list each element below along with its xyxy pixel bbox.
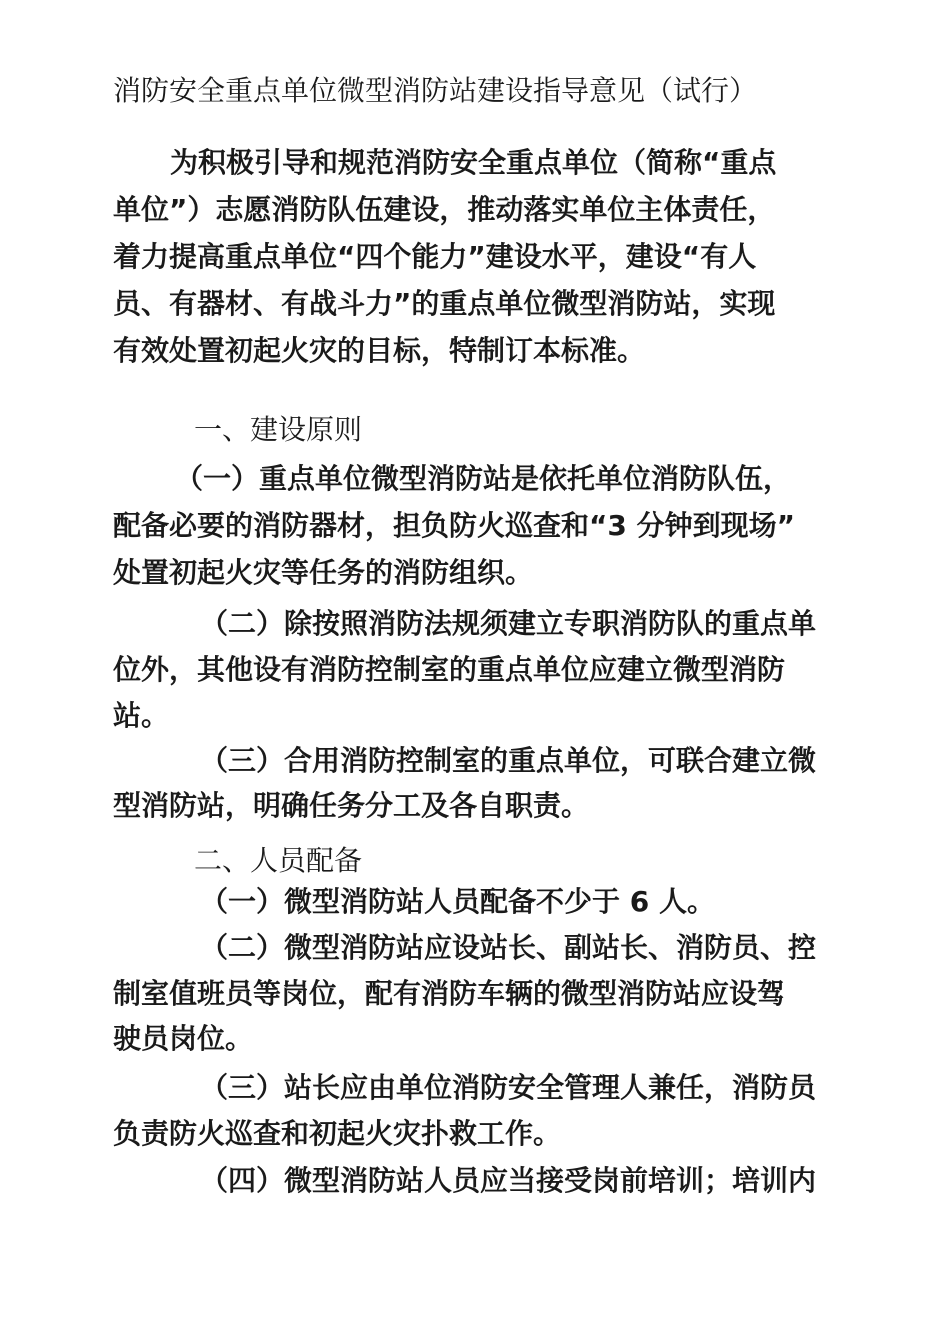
section2-item3-line-1: （三）站长应由单位消防安全管理人兼任，消防员 <box>200 1071 817 1104</box>
section2-item4-line-1: （四）微型消防站人员应当接受岗前培训；培训内 <box>200 1164 817 1197</box>
section2-item3-line-2: 负责防火巡查和初起火灾扑救工作。 <box>113 1117 562 1150</box>
section1-item1-line-2: 配备必要的消防器材，担负防火巡查和“3 分钟到现场” <box>113 509 796 542</box>
section1-item1-line-1: （一）重点单位微型消防站是依托单位消防队伍， <box>175 462 792 495</box>
intro-line-2: 单位”）志愿消防队伍建设，推动落实单位主体责任， <box>113 193 776 226</box>
section1-item2-line-2: 位外，其他设有消防控制室的重点单位应建立微型消防 <box>113 653 786 686</box>
section2-heading: 二、人员配备 <box>194 844 363 877</box>
intro-line-3: 着力提高重点单位“四个能力”建设水平，建设“有人 <box>113 240 757 273</box>
section1-item3-line-1: （三）合用消防控制室的重点单位，可联合建立微 <box>200 744 817 777</box>
section1-item2-line-1: （二）除按照消防法规须建立专职消防队的重点单 <box>200 607 817 640</box>
document-title: 消防安全重点单位微型消防站建设指导意见（试行） <box>113 74 758 107</box>
section2-item1-line-1: （一）微型消防站人员配备不少于 6 人。 <box>200 885 715 918</box>
intro-line-1: 为积极引导和规范消防安全重点单位（简称“重点 <box>170 146 777 179</box>
intro-line-4: 员、有器材、有战斗力”的重点单位微型消防站，实现 <box>113 287 776 320</box>
section1-item1-line-3: 处置初起火灾等任务的消防组织。 <box>113 556 534 589</box>
section1-item2-line-3: 站。 <box>113 699 170 732</box>
section2-item2-line-3: 驶员岗位。 <box>113 1022 254 1055</box>
section1-item3-line-2: 型消防站，明确任务分工及各自职责。 <box>113 789 590 822</box>
section2-item2-line-1: （二）微型消防站应设站长、副站长、消防员、控 <box>200 931 817 964</box>
section2-item2-line-2: 制室值班员等岗位，配有消防车辆的微型消防站应设驾 <box>113 977 786 1010</box>
intro-line-5: 有效处置初起火灾的目标，特制订本标准。 <box>113 334 646 367</box>
section1-heading: 一、建设原则 <box>194 413 363 446</box>
